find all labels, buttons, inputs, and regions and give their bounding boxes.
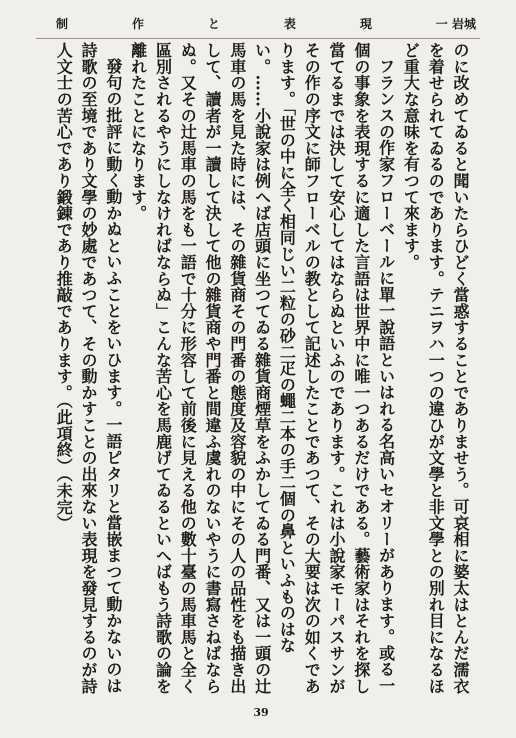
paragraph-2: フランスの作家フローベールに單一說語といはれる名高いセオリーがあります。或る一個の事象を表現するに適した言語は世界中に唯一つあるだけである。藝術家はそれを探し當てるまでは決して安心してはならぬといふのであります。これは小說家モーパスサンがその作の序文に師フローベルの教として記述したことであつて、その大要は次の如くであります。「世の中に全く相同じい二粒の砂二疋の蠅二本の手二個の鼻といふものはない。……小說家は例へば店頭に坐つてゐる雜貨商煙草をふかしてゐる門番、又は一頭の辻馬車の馬を見た時には、その雜貨商その門番の態度及容貌の中にその人の品性をも描き出して、讀者が一讀して決して他の雜貨商や門番と間違ふ虞れのないやうに書寫さねばならぬ。又その辻馬車の馬をも一語で十分に形容して前後に見える他の數十臺の馬車馬と全く區別されるやうにしなければならぬ」こんな苦心を馬鹿げてゐるといへばもう詩歌の論を離れたことになります。 <box>128 42 396 694</box>
header-rule <box>36 38 480 39</box>
vertical-text-body <box>54 42 472 694</box>
paragraph-3: 發句の批評に動く動かぬといふことをいひます。一語ピタリと當嵌まつて動かないのは詩歌の至境であり文學の妙處であつて、その動かすことの出來ない表現を發見するのが詩人文士の苦心であり鍛錬であり推敲であります。（此項終）（未完） <box>54 42 123 694</box>
running-header <box>56 10 476 36</box>
header-title-char-5: 現 <box>359 16 372 31</box>
paragraph-1: のに改めてゐると聞いたらひどく當惑することでありませう。可哀相に婆太はとんだ濡衣を着せられてゐるのであります。テニヲハ一つの違ひが文學と非文學との別れ目になるほど重大な意味を有つて來ます。 <box>401 42 470 694</box>
header-title-char-2: 作 <box>131 16 144 31</box>
header-title-char-3: と <box>207 16 220 31</box>
header-author: 一 岩城 <box>435 16 476 31</box>
page-number: 39 <box>253 706 269 719</box>
header-title-char-4: 表 <box>283 16 296 31</box>
header-title-char-1: 制 <box>56 16 69 31</box>
